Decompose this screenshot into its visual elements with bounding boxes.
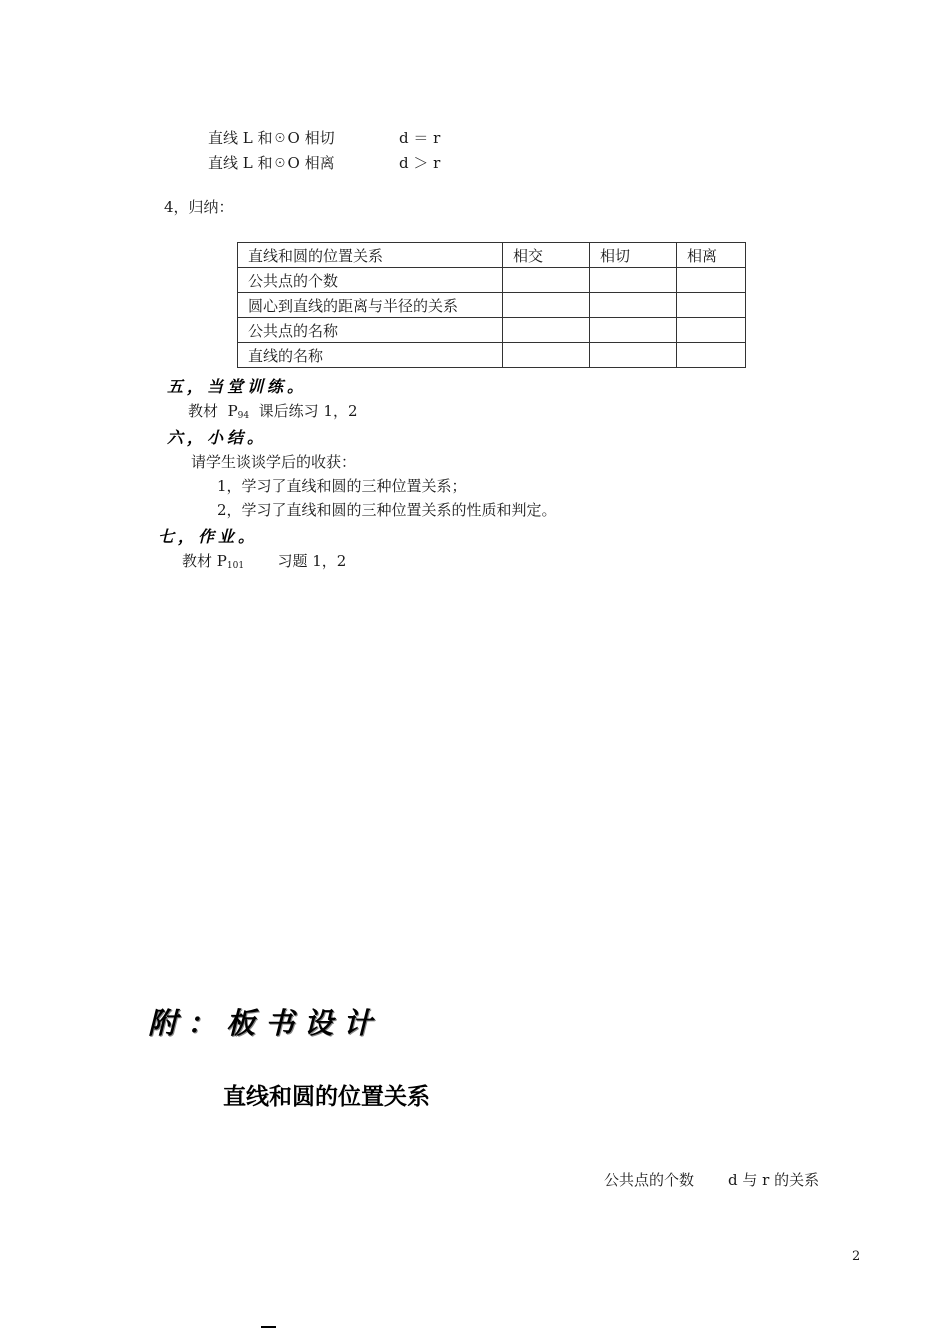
table-row: [238, 318, 746, 343]
board-design-title: 直线和圆的位置关系: [223, 1084, 430, 1110]
section-5-prefix: 教材: [188, 402, 219, 420]
section-5-suffix: 课后练习 1，2: [258, 402, 358, 420]
section-6-heading: 六，小结。: [167, 428, 268, 447]
relation-line-separate-formula: d ＞ r: [399, 154, 441, 172]
table-header-cell: 相离: [677, 243, 746, 268]
table-cell: 公共点的个数: [238, 268, 503, 293]
table-cell: [677, 268, 746, 293]
page-number: 2: [852, 1249, 861, 1264]
table-cell: [677, 293, 746, 318]
table-cell: [503, 318, 590, 343]
table-cell: [677, 343, 746, 368]
table-row: [238, 293, 746, 318]
position-relation-table: [237, 242, 746, 368]
table-cell: [590, 318, 677, 343]
section-7-suffix: 习题 1，2: [277, 552, 347, 570]
table-cell: [590, 268, 677, 293]
section-5-page-letter: P: [227, 402, 238, 420]
table-cell: [503, 293, 590, 318]
table-cell: 圆心到直线的距离与半径的关系: [238, 293, 503, 318]
table-cell: 直线的名称: [238, 343, 503, 368]
relation-line-tangent-formula: d ＝ r: [399, 129, 441, 147]
section-7-heading: 七，作业。: [158, 527, 259, 546]
section-6-item: 2，学习了直线和圆的三种位置关系的性质和判定。: [217, 501, 557, 519]
section-6-intro: 请学生谈谈学后的收获：: [191, 453, 357, 471]
section-7-prefix: 教材 P: [182, 552, 227, 570]
appendix-heading: 附：板书设计: [148, 1006, 383, 1040]
table-row: [238, 343, 746, 368]
board-column-common-points: 公共点的个数: [604, 1171, 695, 1189]
table-cell: [503, 268, 590, 293]
table-header-cell: 直线和圆的位置关系: [238, 243, 503, 268]
section-6-item: 1，学习了直线和圆的三种位置关系；: [217, 477, 467, 495]
relation-line-tangent-label: 直线 L 和☉O 相切: [208, 129, 335, 147]
table-header-cell: 相切: [590, 243, 677, 268]
table-cell: [677, 318, 746, 343]
section-5-heading: 五，当堂训练。: [167, 377, 308, 396]
footer-dash: [261, 1326, 276, 1328]
table-cell: 公共点的名称: [238, 318, 503, 343]
section-7-page-sub: 101: [226, 561, 245, 571]
section-5-page-sub: 94: [237, 411, 250, 421]
table-row: [238, 268, 746, 293]
table-header-row: [238, 243, 746, 268]
section-7-text: [182, 550, 346, 571]
table-cell: [590, 343, 677, 368]
table-cell: [590, 293, 677, 318]
summary-label: 4，归纳：: [164, 198, 234, 216]
section-5-text: [188, 400, 358, 421]
table-cell: [503, 343, 590, 368]
board-column-d-r-relation: d 与 r 的关系: [728, 1171, 820, 1189]
relation-line-separate-label: 直线 L 和☉O 相离: [208, 154, 335, 172]
table-header-cell: 相交: [503, 243, 590, 268]
